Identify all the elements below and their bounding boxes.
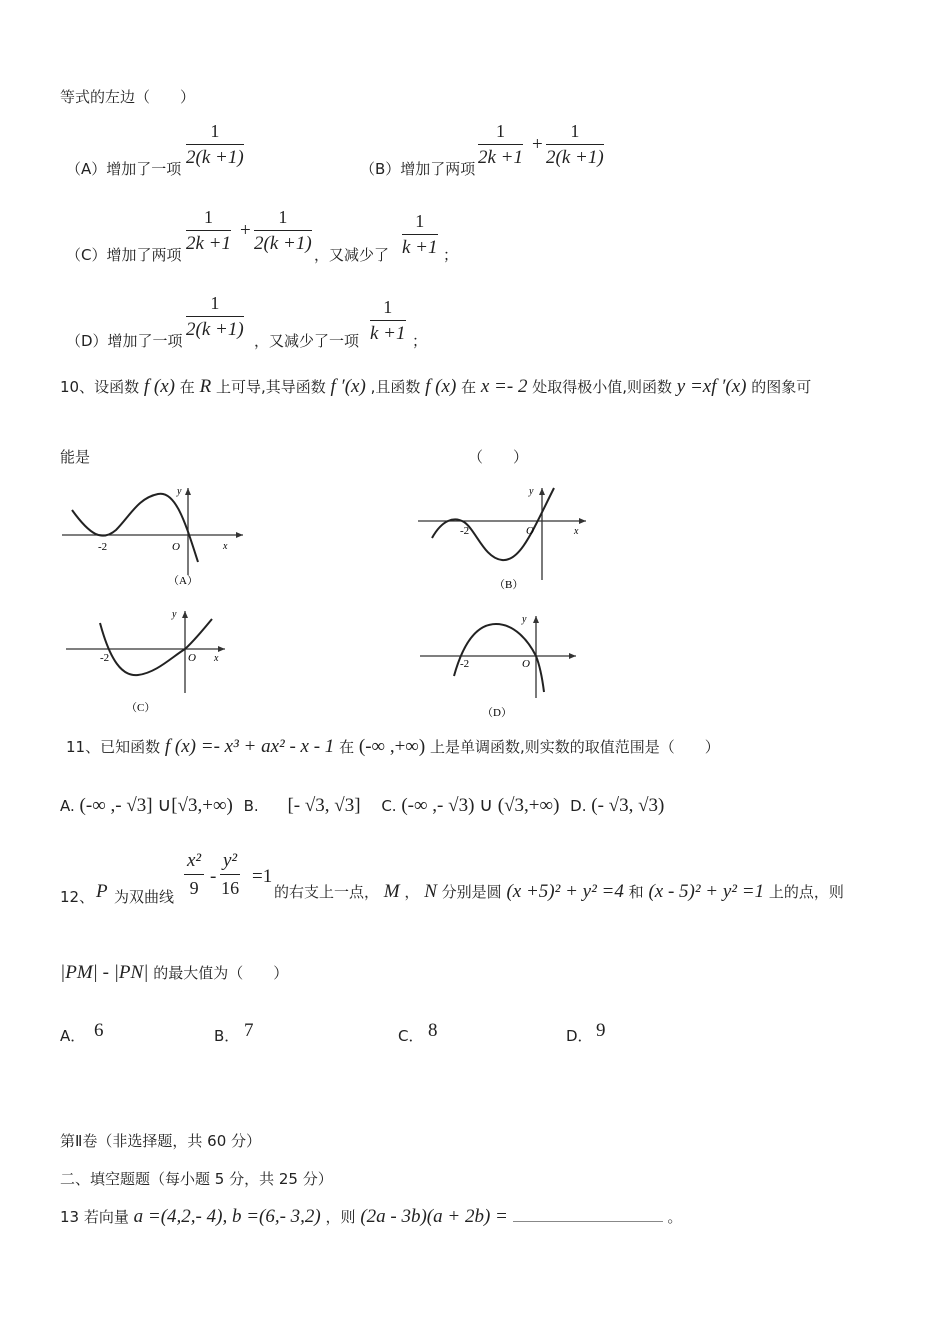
origin-label: O: [172, 541, 180, 553]
option-a-label: A．: [60, 1027, 86, 1045]
fraction-numerator: 1: [186, 292, 244, 317]
hyperbola-fraction-y: [220, 850, 240, 899]
origin-label: O: [188, 652, 196, 664]
text: 在: [339, 738, 355, 756]
q9-option-c-end: ；: [443, 246, 459, 264]
text: ,且函数: [370, 378, 421, 396]
x-axis-label: x: [223, 541, 228, 552]
x-axis-label: x: [574, 526, 579, 537]
fraction-numerator: 1: [370, 296, 406, 321]
option-a-value: 6: [94, 1020, 104, 1041]
option-c-value: (-∞ ,- √3) ∪ (√3,+∞): [401, 795, 560, 816]
fraction-numerator: 1: [478, 120, 523, 145]
text: 的最大值为（ ）: [153, 964, 289, 982]
text: 上可导,其导函数: [215, 378, 326, 396]
graph-b: [414, 480, 594, 595]
text: ，: [404, 883, 420, 901]
fraction-denominator: 2(k +1): [186, 147, 244, 168]
plus-sign: +: [532, 134, 543, 155]
math-pm-pn: |PM| - |PN|: [60, 962, 149, 983]
math-circle-1: (x +5)² + y² =4: [506, 881, 624, 902]
section-2-title: 第Ⅱ卷（非选择题，共 60 分）: [60, 1132, 262, 1150]
q9-option-d-fraction-2: [370, 296, 406, 345]
text: 上是单调函数,则实数的取值范围是（ ）: [429, 738, 720, 756]
y-axis-arrow: [533, 616, 539, 623]
q9-option-b-fraction-1: [478, 120, 523, 169]
q9-option-c-label: （C）增加了两项: [66, 246, 182, 264]
option-b-label: B.: [243, 797, 259, 815]
option-d-label: D.: [570, 797, 587, 815]
x-axis-arrow: [579, 518, 586, 524]
curve: [100, 619, 212, 675]
x-axis-arrow: [236, 532, 243, 538]
math-interval: (-∞ ,+∞): [358, 736, 426, 757]
fraction-denominator: 2(k +1): [186, 319, 244, 340]
text: 13 若向量: [60, 1208, 129, 1226]
text: 处取得极小值,则函数: [532, 378, 673, 396]
text: 的右支上一点，: [274, 883, 380, 901]
answer-paren: （ ）: [468, 448, 529, 466]
option-b-value: 7: [244, 1020, 254, 1041]
q9-stem: 等式的左边（ ）: [60, 88, 196, 106]
x-axis-arrow: [218, 646, 225, 652]
fraction-numerator: 1: [186, 120, 244, 145]
math-n: N: [424, 881, 437, 902]
math-fx: f (x): [143, 376, 175, 397]
answer-blank[interactable]: [513, 1207, 663, 1222]
math-p: P: [96, 881, 108, 902]
math-r: R: [199, 376, 212, 397]
fraction-denominator: k +1: [370, 323, 406, 344]
math-m: M: [383, 881, 400, 902]
plus-sign: +: [240, 220, 251, 241]
q9-option-c-fraction-3: [402, 210, 438, 259]
q9-option-c-mid: ，又减少了: [314, 246, 390, 264]
fraction-numerator: y²: [220, 850, 240, 875]
q10-stem: [60, 376, 811, 398]
option-a-value: (-∞ ,- √3] ∪[√3,+∞): [79, 795, 233, 816]
option-c-label: C.: [381, 797, 397, 815]
tick-label-minus-2: -2: [98, 541, 108, 553]
option-d-value: (- √3, √3): [591, 795, 665, 816]
fraction-denominator: 2k +1: [478, 147, 524, 168]
text: 和: [628, 883, 644, 901]
math-fpx: f ′(x): [330, 376, 366, 397]
q12-stem-line2: [60, 962, 288, 984]
q9-option-d-label: （D）增加了一项: [66, 332, 183, 350]
fraction-numerator: x²: [184, 850, 204, 875]
q12-number: 12、: [60, 888, 95, 906]
minus-sign: -: [210, 866, 217, 887]
curve: [432, 488, 554, 560]
text: 在: [461, 378, 477, 396]
math-expression: (2a - 3b)(a + 2b) =: [360, 1206, 508, 1227]
math-vectors: a =(4,2,- 4), b =(6,- 3,2): [133, 1206, 321, 1227]
origin-label: O: [526, 525, 534, 537]
fraction-numerator: 1: [402, 210, 438, 235]
q12-text: 为双曲线: [114, 888, 175, 906]
fraction-numerator: 1: [546, 120, 604, 145]
fraction-denominator: 2(k +1): [254, 233, 312, 254]
text: 11、已知函数: [66, 738, 161, 756]
fraction-denominator: 2k +1: [186, 233, 232, 254]
q12-options: [60, 1020, 660, 1046]
tick-label-minus-2: -2: [460, 658, 470, 670]
tick-label-minus-2: -2: [460, 525, 470, 537]
option-a-label: A.: [60, 797, 75, 815]
graph-a: [58, 480, 248, 590]
graph-b-caption: （B）: [494, 579, 524, 591]
q11-stem: [66, 736, 720, 758]
y-axis-label: y: [177, 486, 182, 497]
y-axis-label: y: [522, 614, 527, 625]
equals-one: =1: [252, 866, 273, 887]
y-axis-label: y: [172, 609, 177, 620]
text: 在: [179, 378, 195, 396]
text: 10、设函数: [60, 378, 140, 396]
section-2-subtitle: 二、填空题题（每小题 5 分，共 25 分）: [60, 1170, 333, 1188]
graph-c: [60, 605, 240, 720]
text: ，则: [325, 1208, 356, 1226]
math-function: f (x) =- x³ + ax² - x - 1: [164, 736, 335, 757]
q9-option-b-fraction-2: [546, 120, 604, 169]
q10-stem-line2: 能是: [60, 448, 91, 466]
math-y-eq: y =xf ′(x): [676, 376, 747, 397]
y-axis-arrow: [182, 611, 188, 618]
tick-label-minus-2: -2: [100, 652, 110, 664]
q9-option-b-label: （B）增加了两项: [360, 160, 476, 178]
y-axis-arrow: [539, 488, 545, 495]
fraction-denominator: 9: [189, 878, 199, 898]
q11-options: [60, 794, 664, 817]
fraction-denominator: 2(k +1): [546, 147, 604, 168]
option-b-value: [- √3, √3]: [287, 795, 361, 816]
fraction-denominator: k +1: [402, 237, 438, 258]
option-c-label: C．: [398, 1027, 424, 1045]
math-fx: f (x): [425, 376, 457, 397]
q9-option-a-label: （A）增加了一项: [66, 160, 182, 178]
fraction-denominator: 16: [221, 878, 240, 898]
text: 上的点，则: [768, 883, 844, 901]
option-d-label: D．: [566, 1027, 593, 1045]
text: 分别是圆: [441, 883, 502, 901]
option-b-label: B．: [214, 1027, 240, 1045]
y-axis-arrow: [185, 488, 191, 495]
text: 。: [667, 1208, 683, 1226]
graph-d: [416, 610, 586, 725]
q9-option-d-end: ；: [412, 332, 428, 350]
graph-a-caption: （A）: [168, 575, 198, 587]
q9-option-c-fraction-2: [254, 206, 312, 255]
x-axis-label: x: [214, 653, 219, 664]
math-circle-2: (x - 5)² + y² =1: [648, 881, 765, 902]
text: 的图象可: [751, 378, 812, 396]
graph-d-caption: （D）: [482, 707, 512, 719]
option-d-value: 9: [596, 1020, 606, 1041]
q12-stem-rest: [274, 881, 844, 903]
graph-c-caption: （C）: [126, 702, 156, 714]
y-axis-label: y: [529, 486, 534, 497]
q9-option-c-fraction-1: [186, 206, 231, 255]
option-c-value: 8: [428, 1020, 438, 1041]
math-x-eq: x =- 2: [480, 376, 528, 397]
q9-option-d-fraction-1: [186, 292, 244, 341]
origin-label: O: [522, 658, 530, 670]
fraction-numerator: 1: [186, 206, 231, 231]
q9-option-d-mid: ，又减少了一项: [254, 332, 360, 350]
q9-option-a-fraction: [186, 120, 244, 169]
x-axis-arrow: [569, 653, 576, 659]
hyperbola-fraction-x: [184, 850, 204, 899]
fraction-numerator: 1: [254, 206, 312, 231]
q13: [60, 1206, 682, 1228]
